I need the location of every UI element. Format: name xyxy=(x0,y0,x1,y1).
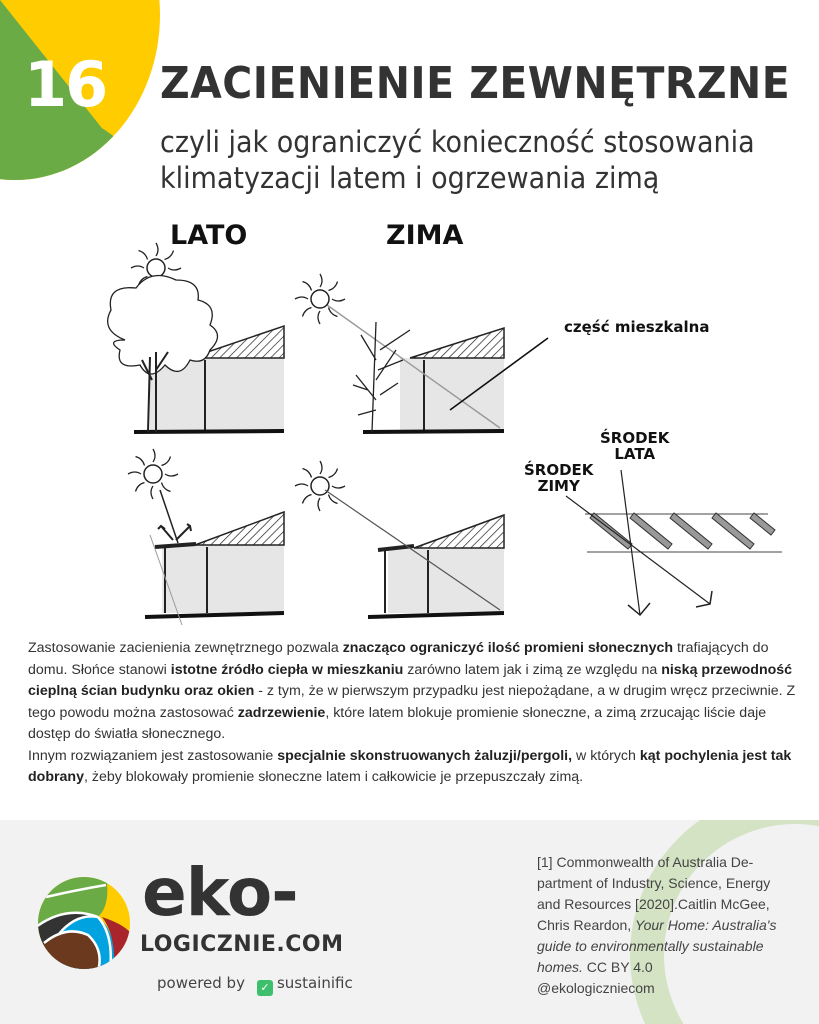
text-segment: trafiających do domu. Słońce stanowi xyxy=(28,640,769,678)
text-segment: - z tym, że w pierwszym przypadku jest niepożądane, a w drugim wręcz przeciwnie. Z tego powodu można zastosować xyxy=(28,683,796,721)
winter-tree-house xyxy=(295,274,548,432)
text-bold: niską przewodność cieplną ścian budynku oraz okien xyxy=(28,661,793,699)
footer xyxy=(0,820,819,1024)
label-winter: ZIMA xyxy=(386,220,464,251)
label-mid-summer-line1: ŚRODEK xyxy=(600,429,670,447)
subtitle-line-2: klimatyzacji latem i ogrzewania zimą xyxy=(160,161,660,195)
shading-illustration xyxy=(0,240,819,630)
text-segment: , żeby blokowały promienie słoneczne latem i całkowicie je przepuszczały zimą. xyxy=(83,769,584,785)
badge-number: 16 xyxy=(24,48,107,121)
body-text xyxy=(28,638,798,789)
reference-text xyxy=(537,852,797,999)
summer-tree-house xyxy=(108,243,284,432)
sustainific-icon: ✓ xyxy=(257,980,273,996)
text-bold: kąt pochylenia jest tak dobrany xyxy=(28,747,792,785)
reference-authors: [1] Commonwealth of Australia De-partment of Industry, Science, Energy and Resources [2020].Caitlin McGee, Chris Reardon, xyxy=(537,854,771,933)
partner-name: sustainific xyxy=(276,974,353,992)
summer-pergola-house xyxy=(128,449,284,625)
louvre-angle-diagram xyxy=(566,470,782,615)
label-summer: LATO xyxy=(170,220,248,251)
page-title: ZACIENIENIE ZEWNĘTRZNE xyxy=(160,58,791,109)
text-segment: zarówno latem jak i zimą ze względu na xyxy=(403,661,662,678)
text-bold: istotne źródło ciepła w mieszkaniu xyxy=(170,661,404,678)
label-mid-winter-line2: ZIMY xyxy=(537,477,580,495)
text-segment: , które latem blokuje promienie słoneczne, a zimą zrzucając liście daje dostęp do światła słonecznego. xyxy=(28,704,767,742)
label-living-area: część mieszkalna xyxy=(564,318,710,336)
text-segment: Zastosowanie zacienienia zewnętrznego pozwala xyxy=(28,640,343,656)
text-bold: specjalnie skonstruowanych żaluzji/pergoli, xyxy=(277,747,573,764)
subtitle-line-1: czyli jak ograniczyć konieczność stosowania xyxy=(160,125,755,159)
logo-domain: LOGICZNIE.COM xyxy=(140,932,344,957)
label-mid-summer-line2: LATA xyxy=(614,445,656,463)
winter-pergola-house xyxy=(295,461,504,617)
label-mid-winter-line1: ŚRODEK xyxy=(524,461,594,479)
eko-logo-icon xyxy=(36,875,132,971)
powered-by xyxy=(157,974,353,996)
page-subtitle xyxy=(160,124,755,196)
reference-license: CC BY 4.0 xyxy=(582,959,653,975)
powered-by-label: powered by xyxy=(157,974,245,992)
social-handle[interactable]: @ekologiczniecom xyxy=(537,980,655,996)
text-segment: Innym rozwiązaniem jest zastosowanie xyxy=(28,747,278,764)
text-bold: zadrzewienie xyxy=(237,704,326,721)
logo-wordmark: eko- xyxy=(142,854,298,931)
reference-title: Your Home: Australia's guide to environmentally sustainable homes. xyxy=(537,917,777,975)
text-bold: znacząco ograniczyć ilość promieni słonecznych xyxy=(342,640,674,656)
text-segment: w których xyxy=(572,747,640,764)
